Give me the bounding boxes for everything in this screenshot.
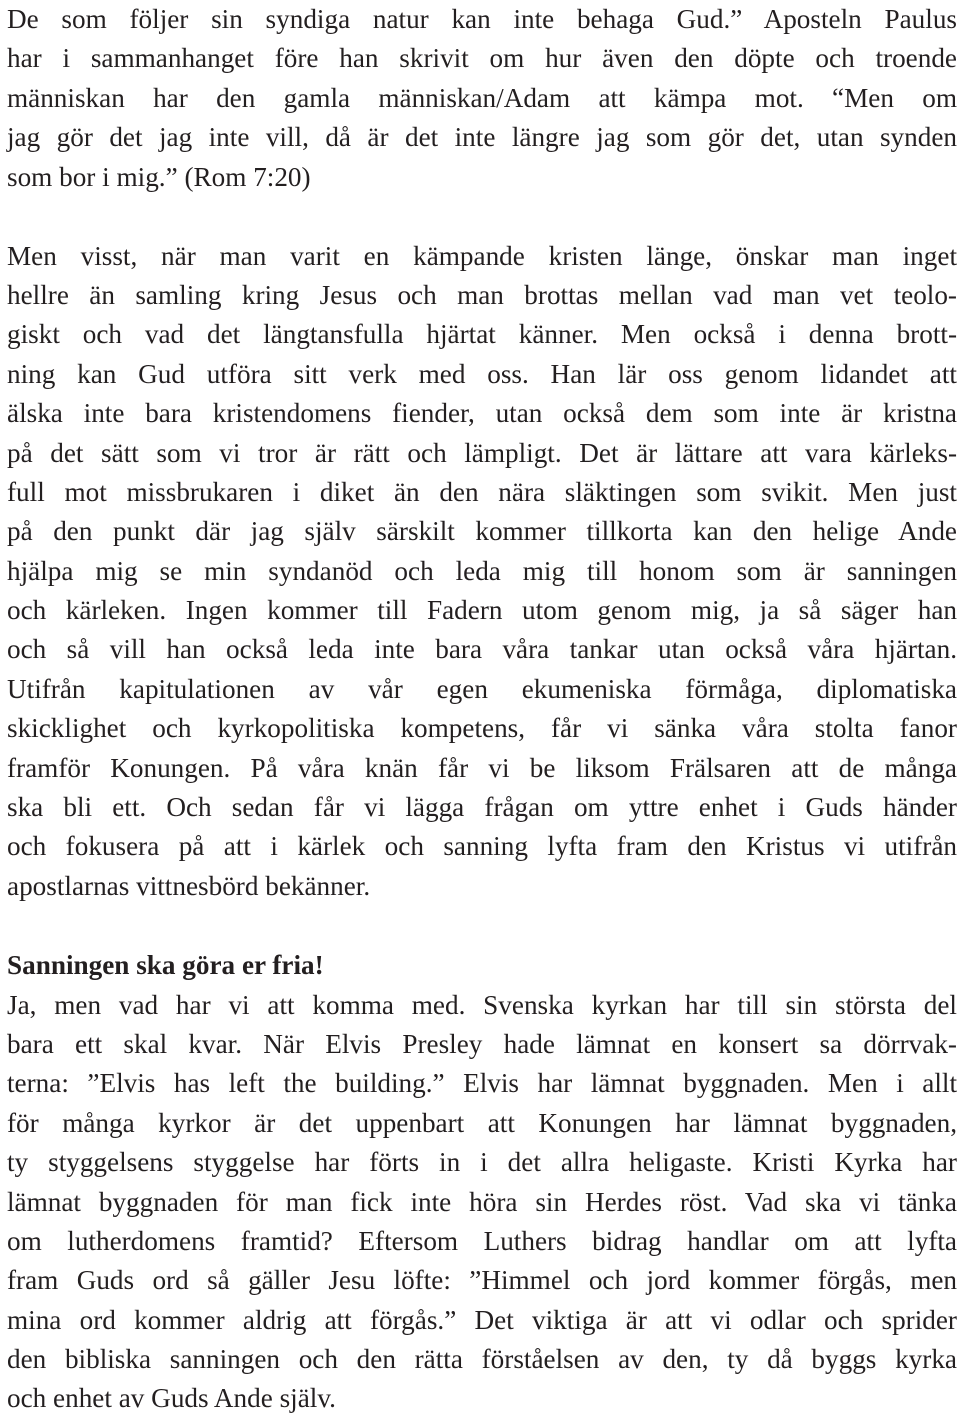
text-line: giskt och vad det längtansfulla hjärtat känner. Men också i denna brott- — [7, 319, 957, 350]
text-line: och fokusera på att i kärlek och sanning lyfta fram den Kristus vi utifrån — [7, 831, 957, 862]
text-line: och så vill han också leda inte bara våra tankar utan också våra hjärtan. — [7, 634, 957, 665]
text-line: framför Konungen. På våra knän får vi be liksom Frälsaren att de många — [7, 752, 957, 783]
text-line: skicklighet och kyrkopolitiska kompetens, får vi sänka våra stolta fanor — [7, 713, 957, 744]
text-line: på den punkt där jag själv särskilt kommer tillkorta kan den helige Ande — [7, 516, 957, 547]
section-heading: Sanningen ska göra er fria! — [7, 950, 324, 981]
text-line: hellre än samling kring Jesus och man brottas mellan vad man vet teolo- — [7, 279, 957, 310]
text-line: terna: ”Elvis has left the building.” Elvis har lämnat byggnaden. Men i allt — [7, 1068, 957, 1099]
text-line: människan har den gamla människan/Adam att kämpa mot. “Men om — [7, 82, 957, 113]
text-line: på det sätt som vi tror är rätt och lämpligt. Det är lättare att vara kärleks- — [7, 437, 957, 468]
text-line: Utifrån kapitulationen av vår egen ekumeniska förmåga, diplomatiska — [7, 673, 957, 704]
text-line: hjälpa mig se min syndanöd och leda mig till honom som är sanningen — [7, 555, 957, 586]
text-line: bara ett skal kvar. När Elvis Presley hade lämnat en konsert sa dörrvak- — [7, 1028, 957, 1059]
text-line: mina ord kommer aldrig att förgås.” Det viktiga är att vi odlar och sprider — [7, 1304, 957, 1335]
text-line: och enhet av Guds Ande själv. — [7, 1383, 336, 1414]
text-line: Ja, men vad har vi att komma med. Svenska kyrkan har till sin största del — [7, 989, 957, 1020]
text-line: älska inte bara kristendomens fiender, utan också dem som inte är kristna — [7, 398, 957, 429]
text-line: lämnat byggnaden för man fick inte höra sin Herdes röst. Vad ska vi tänka — [7, 1186, 957, 1217]
paragraph-spacer — [7, 197, 957, 237]
text-line: full mot missbrukaren i diket än den nära släktingen som svikit. Men just — [7, 476, 957, 507]
text-line: fram Guds ord så gäller Jesu löfte: ”Himmel och jord kommer förgås, men — [7, 1265, 957, 1296]
text-line: jag gör det jag inte vill, då är det inte längre jag som gör det, utan synden — [7, 122, 957, 153]
text-line: Men visst, när man varit en kämpande kristen länge, önskar man inget — [7, 240, 957, 271]
text-line: har i sammanhanget före han skrivit om hur även den döpte och troende — [7, 43, 957, 74]
text-line: om lutherdomens framtid? Eftersom Luthers bidrag handlar om att lyfta — [7, 1225, 957, 1256]
text-line: ty styggelsens styggelse har förts in i det allra heligaste. Kristi Kyrka har — [7, 1147, 957, 1178]
paragraph-2 — [7, 237, 957, 907]
text-line: och kärleken. Ingen kommer till Fadern utom genom mig, ja så säger han — [7, 595, 957, 626]
text-line: för många kyrkor är det uppenbart att Konungen har lämnat byggnaden, — [7, 1107, 957, 1138]
text-line: De som följer sin syndiga natur kan inte behaga Gud.” Aposteln Paulus — [7, 4, 957, 34]
paragraph-spacer — [7, 906, 957, 946]
paragraph-1 — [7, 0, 957, 197]
text-line: som bor i mig.” (Rom 7:20) — [7, 161, 311, 192]
text-line: apostlarnas vittnesbörd bekänner. — [7, 870, 371, 901]
paragraph-3 — [7, 986, 957, 1419]
text-line: ning kan Gud utföra sitt verk med oss. Han lär oss genom lidandet att — [7, 358, 957, 389]
document-page — [7, 0, 957, 1419]
text-line: den bibliska sanningen och den rätta förståelsen av den, ty då byggs kyrka — [7, 1344, 957, 1375]
text-line: ska bli ett. Och sedan får vi lägga frågan om yttre enhet i Guds händer — [7, 792, 957, 823]
